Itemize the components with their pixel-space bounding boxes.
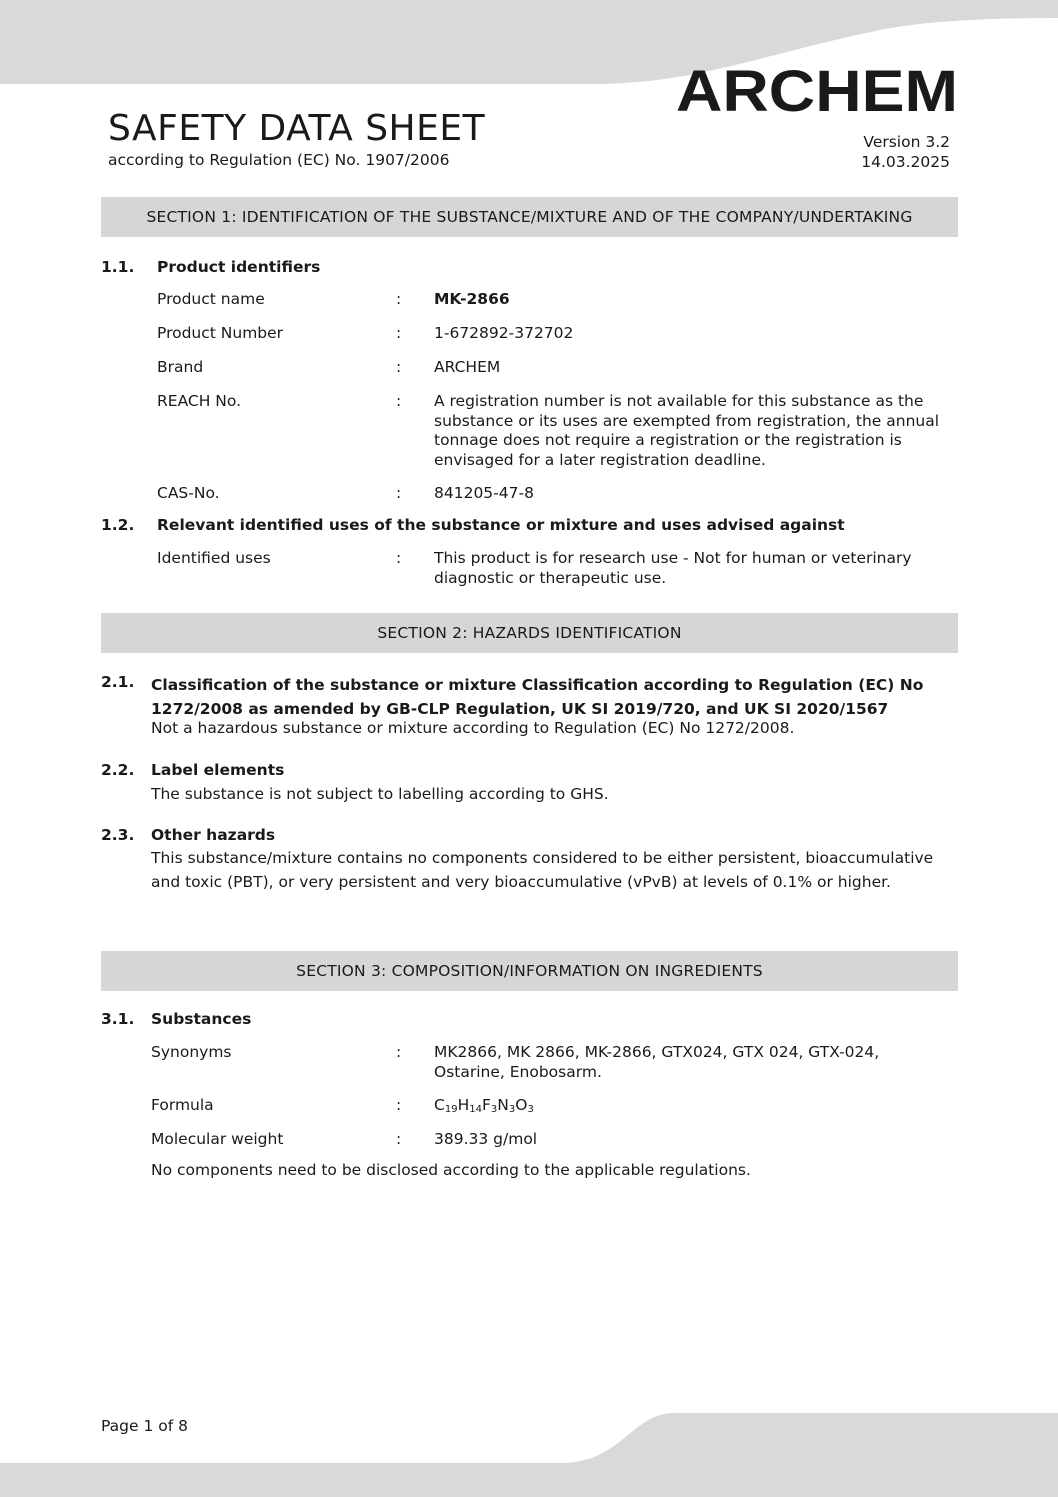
molecular-weight-value: 389.33 g/mol xyxy=(434,1130,538,1148)
colon: : xyxy=(396,290,402,308)
product-number-label: Product Number xyxy=(157,324,284,342)
reach-no-label: REACH No. xyxy=(157,392,242,410)
subsection-number: 1.1. xyxy=(101,258,135,276)
product-number-value: 1-672892-372702 xyxy=(434,324,574,342)
synonyms-value: MK2866, MK 2866, MK-2866, GTX024, GTX 024, GTX-024, Ostarine, Enobosarm. xyxy=(434,1043,880,1081)
cas-no-value: 841205-47-8 xyxy=(434,484,534,502)
identified-uses-value: This product is for research use - Not for human or veterinary diagnostic or therapeutic use. xyxy=(434,549,912,587)
colon: : xyxy=(396,549,402,567)
label-elements-text: The substance is not subject to labelling according to GHS. xyxy=(151,785,609,803)
molecular-weight-label: Molecular weight xyxy=(151,1130,284,1148)
brand-value: ARCHEM xyxy=(434,358,501,376)
disclosure-note: No components need to be disclosed according to the applicable regulations. xyxy=(151,1161,751,1179)
subsection-title: Other hazards xyxy=(151,826,276,844)
version-number: Version 3.2 xyxy=(863,133,950,151)
formula-label: Formula xyxy=(151,1096,214,1114)
svg-text:ARCHEM: ARCHEM xyxy=(676,64,958,114)
version-info xyxy=(861,132,950,172)
product-name-label: Product name xyxy=(157,290,265,308)
identified-uses-label: Identified uses xyxy=(157,549,271,567)
revision-date: 14.03.2025 xyxy=(861,153,950,171)
formula-value: $C_{19}H_{14}F_3N_3O_3$ xyxy=(434,1096,534,1115)
subsection-number: 2.1. xyxy=(101,673,135,691)
classification-text: Not a hazardous substance or mixture according to Regulation (EC) No 1272/2008. xyxy=(151,719,795,737)
subsection-number: 2.3. xyxy=(101,826,135,844)
archem-logo xyxy=(676,64,958,114)
colon: : xyxy=(396,1043,402,1061)
page-number: Page 1 of 8 xyxy=(101,1417,188,1435)
product-name-value: MK-2866 xyxy=(434,290,510,308)
section-3-heading: SECTION 3: COMPOSITION/INFORMATION ON INGREDIENTS xyxy=(101,951,958,991)
subsection-title xyxy=(151,673,923,721)
cas-no-label: CAS-No. xyxy=(157,484,220,502)
colon: : xyxy=(396,392,402,410)
classification-title-line2: 1272/2008 as amended by GB-CLP Regulation, UK SI 2019/720, and UK SI 2020/1567 xyxy=(151,700,889,718)
colon: : xyxy=(396,324,402,342)
subsection-number: 1.2. xyxy=(101,516,135,534)
synonyms-label: Synonyms xyxy=(151,1043,232,1061)
subsection-number: 2.2. xyxy=(101,761,135,779)
reach-no-value: A registration number is not available for this substance as the substance or its uses are exempted from registration, the annual tonnage does not require a registration or the registration is envisaged for a later registration deadline. xyxy=(434,392,940,469)
brand-label: Brand xyxy=(157,358,204,376)
colon: : xyxy=(396,1096,402,1114)
subsection-title: Product identifiers xyxy=(157,258,321,276)
subsection-title: Relevant identified uses of the substance or mixture and uses advised against xyxy=(157,516,845,534)
subsection-number: 3.1. xyxy=(101,1010,135,1028)
regulation-subtitle: according to Regulation (EC) No. 1907/2006 xyxy=(108,151,450,169)
subsection-title: Substances xyxy=(151,1010,252,1028)
section-2-heading: SECTION 2: HAZARDS IDENTIFICATION xyxy=(101,613,958,653)
section-1-heading: SECTION 1: IDENTIFICATION OF THE SUBSTANCE/MIXTURE AND OF THE COMPANY/UNDERTAKING xyxy=(101,197,958,237)
classification-title-line1: Classification of the substance or mixture Classification according to Regulation (EC) No xyxy=(151,676,924,694)
colon: : xyxy=(396,484,402,502)
other-hazards-text: This substance/mixture contains no components considered to be either persistent, bioaccumulative and toxic (PBT), or very persistent and very bioaccumulative (vPvB) at levels of 0.1% or higher. xyxy=(151,849,934,891)
document-title: SAFETY DATA SHEET xyxy=(108,108,486,149)
subsection-title: Label elements xyxy=(151,761,285,779)
colon: : xyxy=(396,358,402,376)
colon: : xyxy=(396,1130,402,1148)
